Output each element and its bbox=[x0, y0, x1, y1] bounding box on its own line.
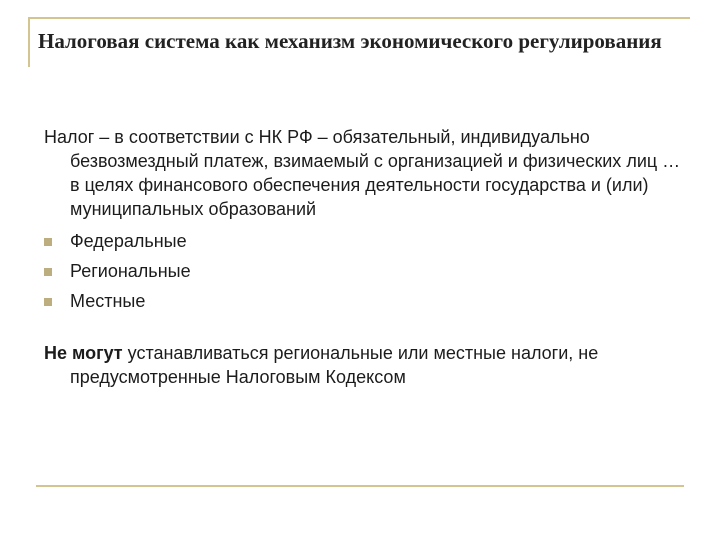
square-bullet-icon bbox=[44, 268, 52, 276]
list-item-label: Местные bbox=[70, 291, 146, 311]
list-item bbox=[44, 286, 684, 316]
top-border-line bbox=[28, 17, 690, 19]
restriction-note bbox=[44, 341, 684, 389]
list-item bbox=[44, 256, 684, 286]
restriction-note-text: устанавливаться региональные или местные налоги, не предусмотренные Налоговым Кодексом bbox=[70, 343, 599, 387]
list-item-label: Федеральные bbox=[70, 231, 187, 251]
tax-definition: Налог – в соответствии с НК РФ – обязательный, индивидуально безвозмездный платеж, взимаемый с организацией и физических лиц … в целях финансового обеспечения деятельности государства и (или) муниципальных образований bbox=[44, 127, 681, 219]
bottom-border-line bbox=[36, 485, 684, 487]
square-bullet-icon bbox=[44, 298, 52, 306]
restriction-note-emphasis: Не могут bbox=[44, 343, 123, 363]
tax-levels-list bbox=[44, 226, 684, 316]
slide-body bbox=[44, 125, 684, 389]
left-border-line bbox=[28, 17, 30, 67]
list-item-label: Региональные bbox=[70, 261, 191, 281]
slide-title: Налоговая система как механизм экономического регулирования bbox=[38, 29, 662, 53]
square-bullet-icon bbox=[44, 238, 52, 246]
list-item bbox=[44, 226, 684, 256]
